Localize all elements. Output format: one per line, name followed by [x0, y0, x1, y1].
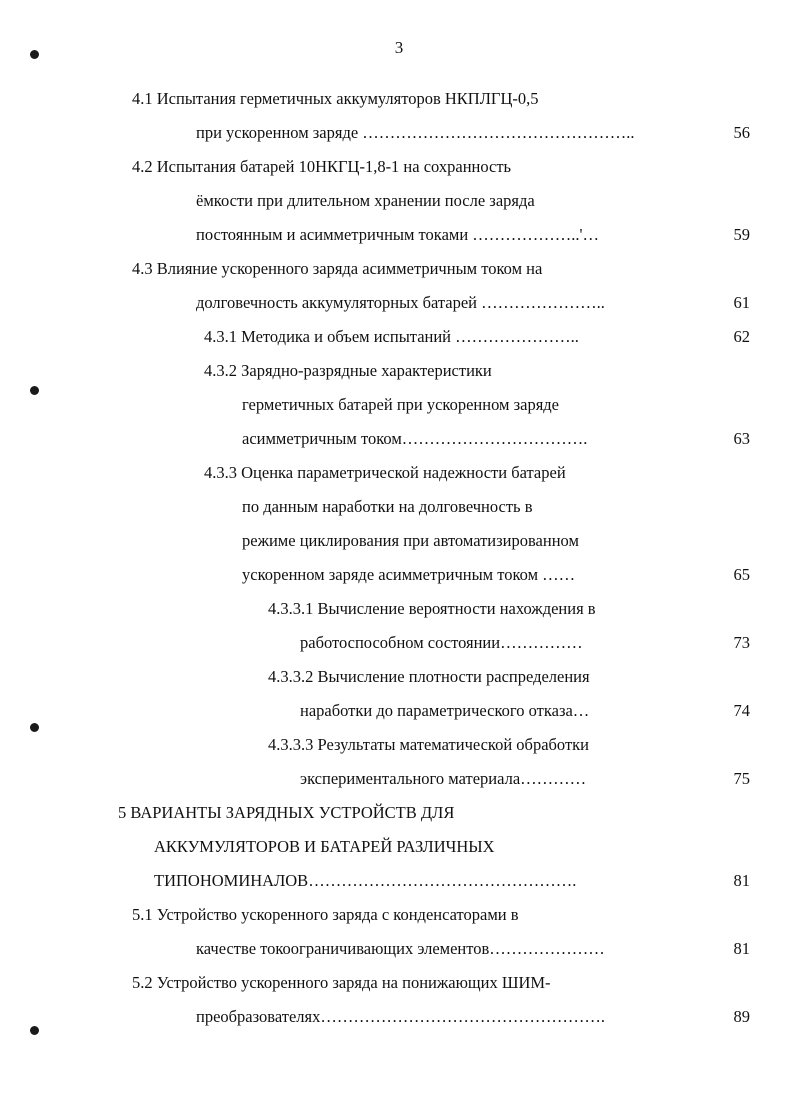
toc-entry-line	[90, 116, 750, 150]
toc-entry-line	[90, 626, 750, 660]
toc-entry[interactable]	[90, 320, 750, 354]
toc-page-number: 65	[733, 565, 750, 584]
toc-entry-text: ТИПОНОМИНАЛОВ………………………………………….	[154, 871, 577, 890]
toc-entry-text: при ускоренном заряде …………………………………………..	[196, 123, 635, 142]
toc-entry-line	[90, 830, 750, 864]
toc-entry-line	[90, 218, 750, 252]
toc-entry-line	[90, 762, 750, 796]
toc-entry-line	[90, 150, 750, 184]
binding-hole-mark-2	[30, 386, 39, 395]
toc-entry-text: экспериментального материала…………	[300, 769, 587, 788]
toc-entry-text: качестве токоограничивающих элементов…………………	[196, 939, 605, 958]
toc-entry-text: 5.2 Устройство ускоренного заряда на понижающих ШИМ-	[132, 973, 551, 992]
toc-entry[interactable]	[90, 252, 750, 320]
toc-entry[interactable]	[90, 592, 750, 660]
toc-entry-text: 4.3.1 Методика и объем испытаний …………………..	[204, 327, 579, 346]
toc-entry-text: 4.3 Влияние ускоренного заряда асимметричным током на	[132, 259, 543, 278]
toc-entry-line	[90, 82, 750, 116]
toc-entry-line	[90, 966, 750, 1000]
toc-page-number: 81	[733, 871, 750, 890]
toc-page-number: 56	[733, 123, 750, 142]
toc-entry[interactable]	[90, 898, 750, 966]
toc-entry-text: ускоренном заряде асимметричным током ……	[242, 565, 576, 584]
toc-entry-line	[90, 932, 750, 966]
toc-page-number: 74	[733, 701, 750, 720]
toc-entry-line	[90, 694, 750, 728]
toc-entry-text: по данным наработки на долговечность в	[242, 497, 533, 516]
toc-entry-text: 4.3.3.2 Вычисление плотности распределения	[268, 667, 590, 686]
toc-entry-text: долговечность аккумуляторных батарей …………………..	[196, 293, 605, 312]
toc-entry[interactable]	[90, 456, 750, 592]
toc-entry-line	[90, 320, 750, 354]
toc-entry-text: 4.3.3.1 Вычисление вероятности нахождения в	[268, 599, 596, 618]
toc-entry-line	[90, 388, 750, 422]
toc-entry-line	[90, 252, 750, 286]
toc-entry-text: 4.3.3 Оценка параметрической надежности батарей	[204, 463, 566, 482]
table-of-contents	[90, 82, 750, 1034]
toc-entry[interactable]	[90, 728, 750, 796]
toc-entry-text: режиме циклирования при автоматизированном	[242, 531, 579, 550]
toc-entry-text: постоянным и асимметричным токами ………………..'…	[196, 225, 600, 244]
toc-entry-line	[90, 354, 750, 388]
toc-entry[interactable]	[90, 660, 750, 728]
toc-entry-line	[90, 490, 750, 524]
toc-entry-line	[90, 456, 750, 490]
toc-entry-text: АККУМУЛЯТОРОВ И БАТАРЕЙ РАЗЛИЧНЫХ	[154, 837, 495, 856]
toc-entry-line	[90, 864, 750, 898]
binding-hole-mark-4	[30, 1026, 39, 1035]
toc-entry-line	[90, 796, 750, 830]
toc-page-number: 59	[733, 225, 750, 244]
toc-entry-text: 4.2 Испытания батарей 10НКГЦ-1,8-1 на сохранность	[132, 157, 512, 176]
page-number: 3	[394, 38, 404, 57]
toc-page-number: 89	[733, 1007, 750, 1026]
toc-page-number: 61	[733, 293, 750, 312]
toc-entry-text: герметичных батарей при ускоренном заряде	[242, 395, 559, 414]
toc-entry-line	[90, 592, 750, 626]
toc-entry-text: ёмкости при длительном хранении после заряда	[196, 191, 535, 210]
toc-entry-text: наработки до параметрического отказа…	[300, 701, 590, 720]
toc-entry-text: преобразователях…………………………………………….	[196, 1007, 605, 1026]
toc-entry-line	[90, 558, 750, 592]
toc-entry-text: 4.3.2 Зарядно-разрядные характеристики	[204, 361, 492, 380]
toc-entry-text: 4.1 Испытания герметичных аккумуляторов НКПЛГЦ-0,5	[132, 89, 539, 108]
toc-entry-line	[90, 422, 750, 456]
toc-entry[interactable]	[90, 354, 750, 456]
toc-entry-text: 4.3.3.3 Результаты математической обработки	[268, 735, 590, 754]
toc-page-number: 75	[733, 769, 750, 788]
toc-entry-line	[90, 728, 750, 762]
toc-entry-text: асимметричным током…………………………….	[242, 429, 588, 448]
toc-entry-line	[90, 524, 750, 558]
binding-hole-mark-3	[30, 723, 39, 732]
toc-entry-line	[90, 286, 750, 320]
toc-entry-line	[90, 184, 750, 218]
toc-entry[interactable]	[90, 966, 750, 1034]
toc-entry-line	[90, 1000, 750, 1034]
toc-entry-text: работоспособном состоянии……………	[300, 633, 583, 652]
toc-page-number: 63	[733, 429, 750, 448]
toc-entry-text: 5 ВАРИАНТЫ ЗАРЯДНЫХ УСТРОЙСТВ ДЛЯ	[118, 803, 455, 822]
toc-page-number: 73	[733, 633, 750, 652]
toc-entry-line	[90, 898, 750, 932]
toc-entry-line	[90, 660, 750, 694]
toc-page-number: 62	[733, 327, 750, 346]
toc-entry[interactable]	[90, 796, 750, 898]
toc-entry-text: 5.1 Устройство ускоренного заряда с конденсаторами в	[132, 905, 519, 924]
toc-entry[interactable]	[90, 150, 750, 252]
toc-page-number: 81	[733, 939, 750, 958]
toc-entry[interactable]	[90, 82, 750, 150]
